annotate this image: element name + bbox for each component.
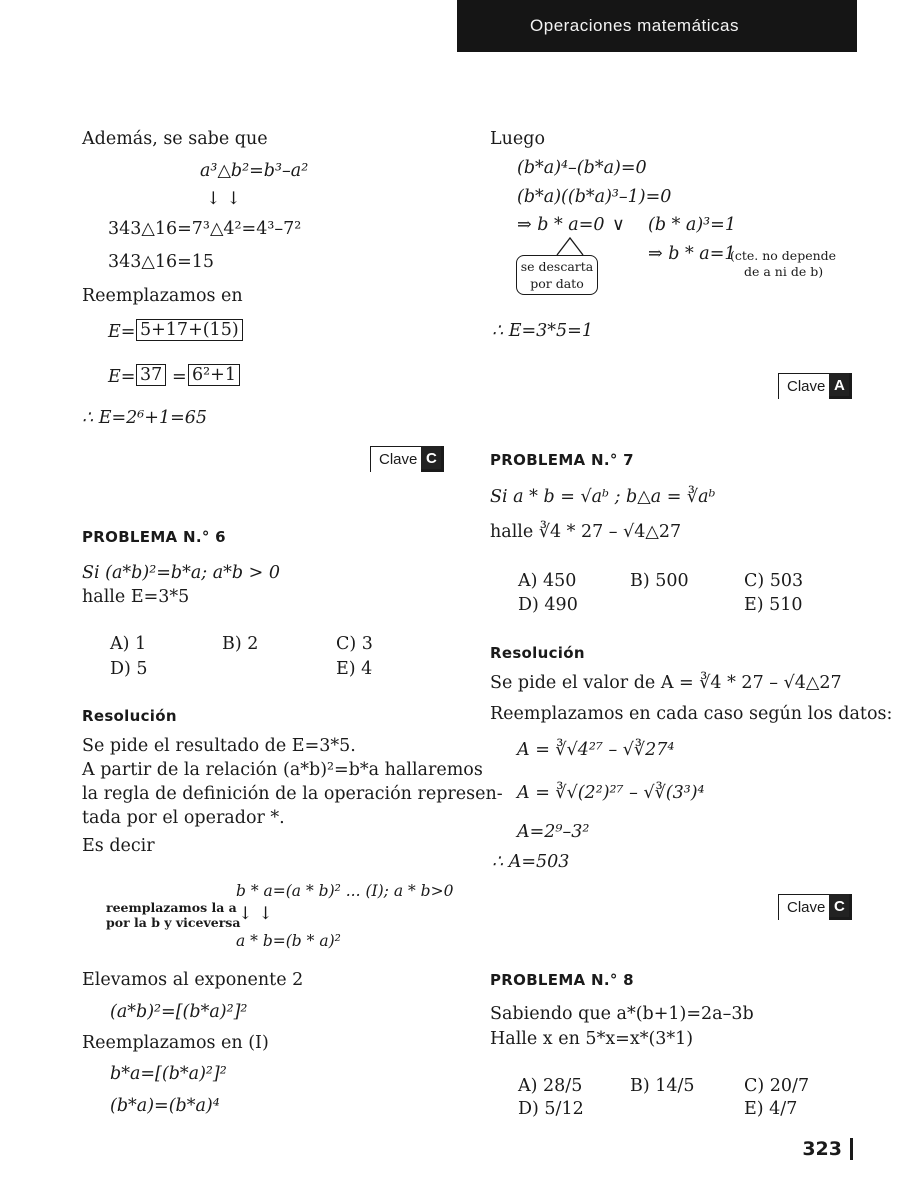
resolution-p6: Elevamos al exponente 2 — [82, 970, 304, 990]
resolution-p7: Reemplazamos en (I) — [82, 1033, 269, 1053]
right-eq-3a: ⇒ b * a=0 — [517, 215, 605, 235]
eq-arrows: ↓ ↓ — [238, 904, 273, 924]
problem-6-heading: PROBLEMA N.° 6 — [82, 528, 226, 546]
discard-pointer — [555, 236, 585, 256]
right-eq-4: ⇒ b * a=1 — [648, 244, 736, 264]
discard-line-2: por dato — [530, 276, 584, 291]
e-box-1: 5+17+(15) — [136, 319, 243, 341]
resolution-p1: Se pide el resultado de E=3*5. — [82, 736, 356, 756]
right-eq-2: (b*a)((b*a)³–1)=0 — [517, 187, 672, 207]
e-box-2a: 37 — [136, 364, 166, 386]
problem-7-heading: PROBLEMA N.° 7 — [490, 451, 634, 469]
option-c: C) 503 — [744, 571, 804, 591]
option-d: D) 490 — [518, 595, 578, 615]
e-box-2b: 6²+1 — [188, 364, 240, 386]
right-result: ∴ E=3*5=1 — [492, 321, 593, 341]
eq-v: (b*a)=(b*a)⁴ — [110, 1096, 220, 1116]
problem-7-result: ∴ A=503 — [492, 852, 570, 872]
constant-note-2: de a ni de b) — [744, 264, 824, 279]
left-result: ∴ E=2⁶+1=65 — [82, 408, 208, 428]
clave-a — [778, 373, 852, 399]
problem-7-p1: Se pide el valor de A = ∛4 * 27 – √4△27 — [490, 673, 842, 693]
right-eq-3b: (b * a)³=1 — [648, 215, 736, 235]
problem-7-resolution-heading: Resolución — [490, 644, 585, 662]
problem-7-line-2: halle ∛4 * 27 – √4△27 — [490, 522, 682, 542]
problem-6-resolution-heading: Resolución — [82, 707, 177, 725]
option-a: A) 450 — [518, 571, 577, 591]
option-e: E) 4/7 — [744, 1099, 798, 1119]
rule-arrows: ↓ ↓ — [206, 189, 241, 209]
e-label-2: E= — [108, 367, 136, 387]
option-a: A) 1 — [110, 634, 147, 654]
problem-7-eq-2: A = ∛√(2²)²⁷ – √∛(3³)⁴ — [517, 783, 705, 803]
note-line-2: por la b y viceversa — [106, 915, 241, 930]
calc-line-2: 343△16=15 — [108, 252, 215, 272]
option-c: C) 3 — [336, 634, 373, 654]
option-c: C) 20/7 — [744, 1076, 810, 1096]
right-eq-or: ∨ — [612, 215, 625, 235]
clave-key: C — [421, 446, 444, 472]
option-b: B) 14/5 — [630, 1076, 695, 1096]
problem-8-heading: PROBLEMA N.° 8 — [490, 971, 634, 989]
clave-key: C — [829, 894, 852, 920]
option-d: D) 5 — [110, 659, 148, 679]
intro-text: Además, se sabe que — [82, 129, 268, 149]
clave-c-1 — [370, 446, 444, 472]
problem-7-eq-1: A = ∛√4²⁷ – √∛27⁴ — [517, 740, 675, 760]
problem-6-line-1: Si (a*b)²=b*a; a*b > 0 — [82, 563, 281, 583]
option-b: B) 2 — [222, 634, 259, 654]
eq-iv: b*a=[(b*a)²]² — [110, 1064, 227, 1084]
calc-line-1: 343△16=7³△4²=4³–7² — [108, 219, 302, 239]
page-number: 323 — [802, 1138, 853, 1160]
clave-key: A — [829, 373, 852, 399]
problem-7-eq-3: A=2⁹–3² — [517, 822, 590, 842]
resolution-p2: A partir de la relación (a*b)²=b*a hallaremos — [82, 760, 483, 780]
option-e: E) 4 — [336, 659, 373, 679]
clave-label: Clave — [778, 373, 829, 399]
discard-note — [516, 255, 598, 295]
rule-equation: a³△b²=b³–a² — [200, 161, 309, 181]
header-title: Operaciones matemáticas — [530, 16, 739, 35]
constant-note-1: (cte. no depende — [730, 248, 837, 263]
option-a: A) 28/5 — [518, 1076, 583, 1096]
problem-8-line-2: Halle x en 5*x=x*(3*1) — [490, 1029, 694, 1049]
clave-label: Clave — [778, 894, 829, 920]
clave-label: Clave — [370, 446, 421, 472]
option-d: D) 5/12 — [518, 1099, 584, 1119]
e-label-1: E= — [108, 322, 136, 342]
discard-line-1: se descarta — [520, 259, 594, 274]
replace-text: Reemplazamos en — [82, 286, 243, 306]
resolution-p4: tada por el operador *. — [82, 808, 285, 828]
luego-text: Luego — [490, 129, 545, 149]
header-bar — [457, 0, 857, 52]
option-e: E) 510 — [744, 595, 803, 615]
eq-iii: (a*b)²=[(b*a)²]² — [110, 1002, 248, 1022]
problem-8-line-1: Sabiendo que a*(b+1)=2a–3b — [490, 1004, 754, 1024]
clave-c-2 — [778, 894, 852, 920]
right-eq-1: (b*a)⁴–(b*a)=0 — [517, 158, 647, 178]
note-line-1: reemplazamos la a — [106, 900, 237, 915]
eq-i: b * a=(a * b)² ... (I); a * b>0 — [236, 882, 454, 900]
option-b: B) 500 — [630, 571, 689, 591]
resolution-p3: la regla de definición de la operación represen- — [82, 784, 503, 804]
problem-7-line-1: Si a * b = √aᵇ ; b△a = ∛aᵇ — [490, 487, 716, 507]
problem-7-p2: Reemplazamos en cada caso según los datos: — [490, 704, 893, 724]
problem-6-line-2: halle E=3*5 — [82, 587, 190, 607]
eq-ii: a * b=(b * a)² — [236, 932, 341, 950]
e-equals: = — [172, 367, 187, 387]
resolution-p5: Es decir — [82, 836, 155, 856]
